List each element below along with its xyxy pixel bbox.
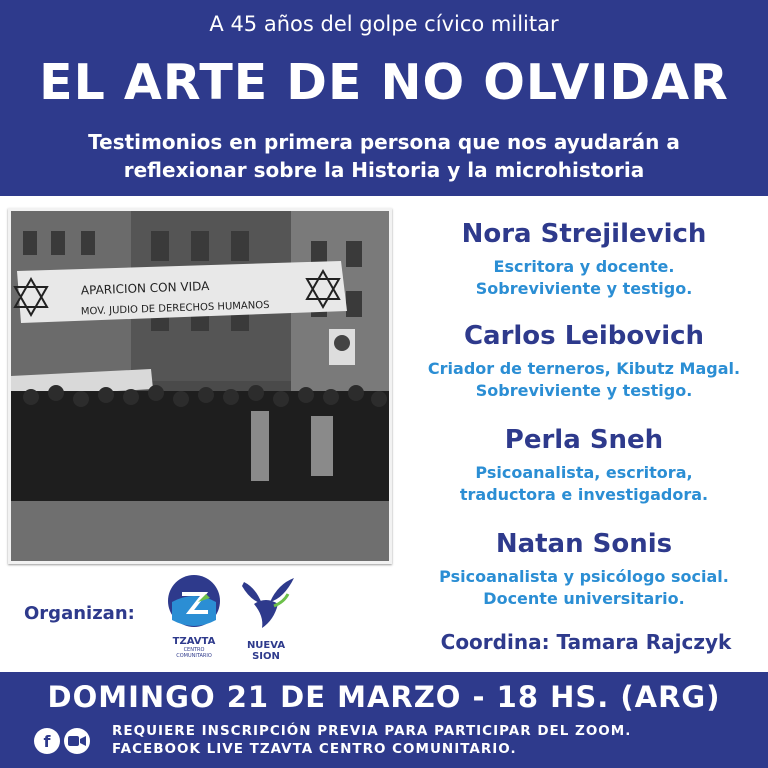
kicker-text: A 45 años del golpe cívico militar xyxy=(209,12,559,36)
speaker-desc-1: Psicoanalista, escritora, xyxy=(475,463,693,482)
note-line-1: REQUIERE INSCRIPCIÓN PREVIA PARA PARTICIPAR DEL ZOOM. xyxy=(112,723,632,739)
speaker-desc-2: Sobreviviente y testigo. xyxy=(475,381,693,400)
dove-icon xyxy=(234,574,298,634)
subtitle-line-1: Testimonios en primera persona que nos ayudarán a xyxy=(88,130,680,154)
zoom-icon[interactable] xyxy=(64,728,90,754)
coordinator-text: Coordina: Tamara Rajczyk xyxy=(440,630,732,654)
protest-photo xyxy=(8,208,392,564)
footer-banner xyxy=(0,672,768,768)
nueva-sion-logo xyxy=(234,574,298,662)
banner-text-1: APARICION CON VIDA xyxy=(80,279,210,298)
facebook-icon[interactable]: f xyxy=(34,728,60,754)
tzavta-logo-icon xyxy=(168,572,220,630)
tzavta-logo xyxy=(168,572,220,660)
speaker-desc-2: Docente universitario. xyxy=(483,589,685,608)
subtitle xyxy=(40,128,728,184)
speaker-card xyxy=(400,320,768,402)
speaker-card xyxy=(400,528,768,610)
speaker-card xyxy=(400,218,768,300)
banner-text-2: MOV. JUDIO DE DERECHOS HUMANOS xyxy=(80,299,270,318)
event-date: DOMINGO 21 DE MARZO - 18 HS. (ARG) xyxy=(47,680,721,714)
tzavta-logo-text: TZAVTA xyxy=(172,636,216,647)
header-banner xyxy=(0,0,768,196)
subtitle-line-2: reflexionar sobre la Historia y la microhistoria xyxy=(123,158,645,182)
tzavta-logo-subtext: CENTRO COMUNITARIO xyxy=(176,647,212,659)
registration-note xyxy=(112,722,631,758)
speaker-name: Carlos Leibovich xyxy=(463,321,705,351)
organizers-label: Organizan: xyxy=(24,603,135,624)
social-icons xyxy=(34,728,90,754)
nueva-sion-logo-text: NUEVA SION xyxy=(246,640,286,662)
speaker-name: Natan Sonis xyxy=(495,529,673,559)
speaker-desc-2: traductora e investigadora. xyxy=(459,485,709,504)
speaker-card xyxy=(400,424,768,506)
speaker-name: Nora Strejilevich xyxy=(461,219,707,249)
speaker-name: Perla Sneh xyxy=(504,425,664,455)
speaker-desc-1: Psicoanalista y psicólogo social. xyxy=(439,567,729,586)
note-line-2: FACEBOOK LIVE TZAVTA CENTRO COMUNITARIO. xyxy=(112,741,517,757)
speaker-desc-1: Escritora y docente. xyxy=(493,257,675,276)
speaker-desc-1: Criador de terneros, Kibutz Magal. xyxy=(427,359,741,378)
speaker-desc-2: Sobreviviente y testigo. xyxy=(475,279,693,298)
page-title: EL ARTE DE NO OLVIDAR xyxy=(39,54,729,111)
